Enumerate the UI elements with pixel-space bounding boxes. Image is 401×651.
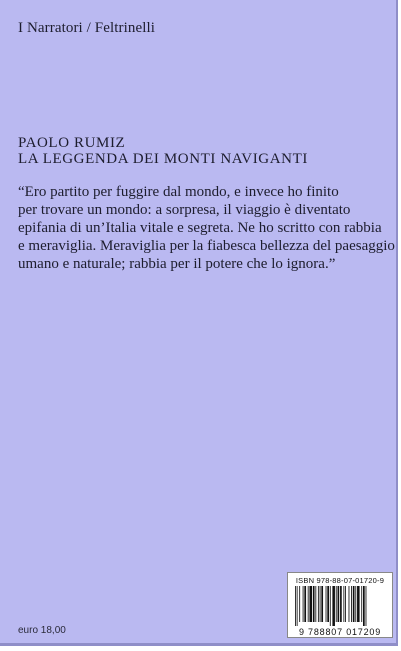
barcode-bar xyxy=(361,586,362,622)
barcode-bar xyxy=(326,586,327,622)
price-label: euro 18,00 xyxy=(18,625,66,636)
barcode-bar xyxy=(321,586,323,622)
barcode-bar xyxy=(315,586,316,622)
barcode-bar xyxy=(357,586,360,622)
barcode-bar xyxy=(345,586,346,622)
barcode-bar xyxy=(349,586,350,622)
blurb-line: per trovare un mondo: a sorpresa, il viaggio è diventato xyxy=(18,202,351,218)
barcode-bar xyxy=(295,586,296,626)
barcode-bar xyxy=(338,586,340,622)
ean-number: 9 788807 017209 xyxy=(298,627,382,637)
barcode-bar xyxy=(363,586,365,626)
book-title: LA LEGGENDA DEI MONTI NAVIGANTI xyxy=(18,151,308,167)
barcode-bar xyxy=(340,586,342,622)
barcode-bar xyxy=(332,586,335,626)
barcode-bar xyxy=(353,586,355,622)
series-label: I Narratori / Feltrinelli xyxy=(18,20,156,36)
barcode-bar xyxy=(299,586,300,622)
barcode-panel xyxy=(287,572,393,638)
barcode-bar xyxy=(320,586,321,622)
barcode-icon xyxy=(294,586,388,626)
blurb-line: umano e naturale; rabbia per il potere che lo ignora.” xyxy=(18,256,336,272)
blurb-line: e meraviglia. Meraviglia per la fiabesca bellezza del paesaggio xyxy=(18,238,395,254)
barcode-bar xyxy=(297,586,298,626)
barcode-bar xyxy=(304,586,306,622)
barcode-bar xyxy=(303,586,304,622)
barcode-bar xyxy=(366,586,367,626)
barcode-bar xyxy=(343,586,344,622)
barcode-bar xyxy=(313,586,315,622)
barcode-bar xyxy=(308,586,309,622)
blurb-line: “Ero partito per fuggire dal mondo, e invece ho finito xyxy=(18,184,339,200)
blurb-line: epifania di un’Italia vitale e segreta. Ne ho scritto con rabbia xyxy=(18,220,382,236)
isbn-label: ISBN 978-88-07-01720-9 xyxy=(295,576,385,585)
barcode-bar xyxy=(327,586,329,622)
barcode-bar xyxy=(355,586,356,622)
blurb-quote xyxy=(18,183,400,273)
barcode-bar xyxy=(336,586,337,622)
barcode-bar xyxy=(330,586,331,626)
barcode-bar xyxy=(309,586,312,622)
barcode-bar xyxy=(351,586,352,622)
barcode-bar xyxy=(318,586,319,622)
author-name: PAOLO RUMIZ xyxy=(18,135,126,151)
